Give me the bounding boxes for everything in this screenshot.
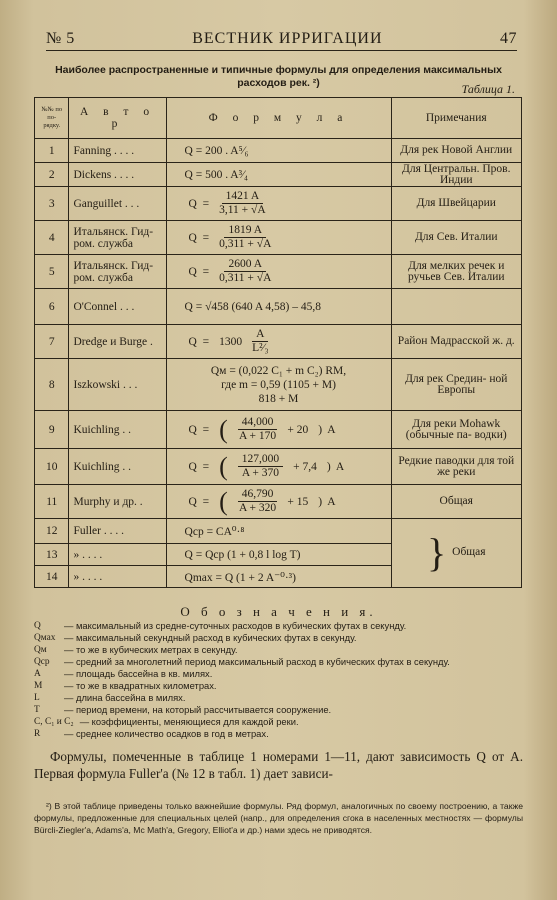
- legend-text: — то же в кубических метрах в секунду.: [64, 644, 238, 655]
- legend-symbol: C, C₁ и C₂: [34, 717, 74, 727]
- row-formula: [166, 449, 391, 485]
- row-number: 12: [35, 519, 69, 544]
- row-number: 3: [35, 187, 69, 221]
- col-header-notes: Примечания: [391, 98, 522, 139]
- numerator: 127,000: [238, 453, 283, 467]
- table-caption: Наиболее распространенные и типичные формулы для определения максимальных расходов рек. ²): [55, 64, 502, 89]
- legend-item: [34, 728, 523, 740]
- row-author: » . . . .: [69, 566, 166, 588]
- row-number: 7: [35, 325, 69, 359]
- row-author: Итальянск. Гид- ром. служба: [69, 221, 166, 255]
- fuller-note-text: Общая: [452, 546, 486, 559]
- table-row: [35, 411, 522, 449]
- table-row: [35, 519, 522, 544]
- fraction: [219, 224, 271, 251]
- table-row: [35, 359, 522, 411]
- row-note: Для Центральн. Пров. Индии: [391, 163, 522, 187]
- fuller-note: [391, 519, 522, 588]
- legend-text: — максимальный секундный расход в кубических футах в секунду.: [64, 632, 357, 643]
- footnote: ²) В этой таблице приведены только важнейшие формулы. Ряд формул, аналогичных по своему построению, а также формулы, предложенные для специальных целей (напр., для определения сгока в населенных местностях — формулы Bürcli-Ziegler'a, Adams'a, Mc Math'a, Gregory, Elliot'a и др.) нами здесь не приводятся.: [34, 801, 523, 835]
- row-note: Для рек Средин- ной Европы: [391, 359, 522, 411]
- legend-symbol: A: [34, 669, 41, 679]
- legend-title: О б о з н а ч е н и я.: [180, 604, 377, 619]
- row-note: Для мелких речек и ручьев Сев. Италии: [391, 255, 522, 289]
- row-note: Редкие паводки для той же реки: [391, 449, 522, 485]
- row-author: Fuller . . . .: [69, 519, 166, 544]
- legend-item: [34, 656, 523, 668]
- row-number: 5: [35, 255, 69, 289]
- row-author: Iszkowski . . .: [69, 359, 166, 411]
- legend-item: [34, 644, 523, 656]
- legend-item: [34, 704, 523, 716]
- denominator: A + 370: [241, 467, 280, 479]
- col-header-formula: Ф о р м у л а: [166, 98, 391, 139]
- row-formula: [166, 359, 391, 411]
- paren-close: ) A: [318, 423, 336, 436]
- fraction: [238, 453, 283, 480]
- numerator: 2600 A: [224, 258, 266, 272]
- row-note: Для реки Mohawk (обычные па- водки): [391, 411, 522, 449]
- row-author: O'Connel . . .: [69, 289, 166, 325]
- legend-text: — максимальный из средне-суточных расходов в кубических футах в секунду.: [64, 620, 407, 631]
- denominator: 0,311 + √A: [219, 272, 272, 284]
- table-body: [35, 139, 522, 588]
- paren-close: ) A: [318, 495, 336, 508]
- row-number: 10: [35, 449, 69, 485]
- row-note: Для Швейцарии: [391, 187, 522, 221]
- formula-addend: + 7,4: [293, 460, 317, 473]
- legend-symbol: Q: [34, 621, 41, 631]
- table-label: Таблица 1.: [461, 82, 515, 96]
- row-number: 4: [35, 221, 69, 255]
- row-author: Kuichling . .: [69, 411, 166, 449]
- table-row: [35, 449, 522, 485]
- row-formula: [166, 255, 391, 289]
- row-number: 13: [35, 544, 69, 566]
- formula-coefficient: 1300: [219, 335, 243, 348]
- table-row: [35, 139, 522, 163]
- legend-text: — площадь бассейна в кв. милях.: [64, 668, 213, 679]
- formula-addend: + 20: [287, 423, 309, 436]
- denominator: L²⁄₃: [252, 342, 269, 354]
- legend-symbol: Qср: [34, 657, 50, 667]
- row-number: 1: [35, 139, 69, 163]
- table-row: [35, 325, 522, 359]
- row-note: Общая: [391, 485, 522, 519]
- table-row: [35, 163, 522, 187]
- legend-item: [34, 692, 523, 704]
- formula-lhs: Q =: [188, 231, 210, 244]
- row-number: 11: [35, 485, 69, 519]
- fraction: [219, 258, 271, 285]
- table-row: [35, 255, 522, 289]
- table-row: [35, 221, 522, 255]
- row-formula: Q = Qср (1 + 0,8 l log T): [166, 544, 391, 566]
- fraction: [238, 416, 278, 443]
- row-number: 8: [35, 359, 69, 411]
- legend-text: — среднее количество осадков в год в метрах.: [64, 728, 269, 739]
- row-note: Для рек Новой Англии: [391, 139, 522, 163]
- row-formula: Q = √458 (640 A 4,58) – 45,8: [166, 289, 391, 325]
- fraction: [219, 190, 266, 217]
- legend-item: [34, 632, 523, 644]
- row-number: 9: [35, 411, 69, 449]
- row-number: 6: [35, 289, 69, 325]
- row-formula: Qmax = Q (1 + 2 A⁻⁰·³): [166, 566, 391, 588]
- legend-item: [34, 716, 523, 728]
- page-number: 47: [499, 30, 517, 47]
- formula-lhs: Q =: [188, 423, 210, 436]
- row-author: Dredge и Burge .: [69, 325, 166, 359]
- row-formula: [166, 221, 391, 255]
- legend-symbol: T: [34, 705, 40, 715]
- paren-open: (: [219, 414, 228, 444]
- row-formula: [166, 411, 391, 449]
- formula-line: Qм = (0,022 C₁ + m C₂) RM,: [210, 364, 347, 377]
- body-paragraph: Формулы, помеченные в таблице 1 номерами 1—11, дают зависимость Q от A. Первая формула Fuller'a (№ 12 в табл. 1) дает зависи-: [34, 749, 523, 781]
- formula-lhs: Q =: [188, 460, 210, 473]
- legend-symbol: Qм: [34, 645, 47, 655]
- row-author: Итальянск. Гид- ром. служба: [69, 255, 166, 289]
- formula-line: 818 + M: [258, 392, 299, 405]
- numerator: 1421 A: [222, 190, 264, 204]
- journal-title: ВЕСТНИК ИРРИГАЦИИ: [192, 30, 383, 47]
- fraction: [252, 328, 268, 355]
- legend-symbol: R: [34, 729, 41, 739]
- row-author: Murphy и др. .: [69, 485, 166, 519]
- legend-item: [34, 680, 523, 692]
- row-note: Для Сев. Италии: [391, 221, 522, 255]
- formula-lhs: Q =: [188, 265, 210, 278]
- legend-text: — то же в квадратных километрах.: [64, 680, 217, 691]
- paren-close: ) A: [326, 460, 345, 473]
- table-row: [35, 485, 522, 519]
- legend-text: — средний за многолетний период максимальный расход в кубических футах в секунду.: [64, 656, 450, 667]
- row-formula: [166, 485, 391, 519]
- table-header-row: [35, 98, 522, 139]
- paren-open: (: [219, 486, 228, 516]
- legend-list: [34, 620, 523, 740]
- row-formula: Q = 200 . A⁵⁄₆: [166, 139, 391, 163]
- row-formula: Q = 500 . A³⁄₄: [166, 163, 391, 187]
- legend-text: — длина бассейна в милях.: [64, 692, 186, 703]
- fraction: [238, 488, 278, 515]
- paren-open: (: [219, 451, 228, 481]
- denominator: 3,11 + √A: [219, 204, 266, 216]
- issue-number: № 5: [46, 30, 75, 47]
- legend-text: — период времени, на который рассчитывается сооружение.: [64, 704, 332, 715]
- formula-addend: + 15: [287, 495, 309, 508]
- formula-line: где m = 0,59 (1105 + M): [221, 378, 336, 391]
- legend-item: [34, 668, 523, 680]
- legend-symbol: M: [34, 681, 43, 691]
- col-header-author: А в т о р: [69, 98, 166, 139]
- row-formula: Qср = CA⁰·⁸: [166, 519, 391, 544]
- denominator: A + 170: [238, 430, 277, 442]
- row-number: 2: [35, 163, 69, 187]
- row-formula: [166, 325, 391, 359]
- row-author: Fanning . . . .: [69, 139, 166, 163]
- formula-lhs: Q =: [188, 197, 210, 210]
- table-row: [35, 187, 522, 221]
- numerator: 1819 A: [224, 224, 266, 238]
- formula-table: [34, 97, 522, 588]
- denominator: A + 320: [238, 502, 277, 514]
- legend-text: — коэффициенты, меняющиеся для каждой реки.: [79, 716, 299, 727]
- brace: }: [426, 530, 447, 576]
- row-formula: [166, 187, 391, 221]
- legend-symbol: L: [34, 693, 40, 703]
- row-number: 14: [35, 566, 69, 588]
- denominator: 0,311 + √A: [219, 238, 272, 250]
- formula-lhs: Q =: [188, 335, 210, 348]
- running-header: [46, 28, 517, 51]
- numerator: A: [252, 328, 268, 342]
- table-row: [35, 289, 522, 325]
- row-author: » . . . .: [69, 544, 166, 566]
- numerator: 44,000: [238, 416, 278, 430]
- legend-item: [34, 620, 523, 632]
- row-author: Ganguillet . . .: [69, 187, 166, 221]
- numerator: 46,790: [238, 488, 278, 502]
- row-note: Район Мадрасской ж. д.: [391, 325, 522, 359]
- row-note: [391, 289, 522, 325]
- formula-lhs: Q =: [188, 495, 210, 508]
- col-header-number: №№ по по- рядку.: [35, 98, 69, 139]
- row-author: Dickens . . . .: [69, 163, 166, 187]
- row-author: Kuichling . .: [69, 449, 166, 485]
- legend-symbol: Qмах: [34, 633, 56, 643]
